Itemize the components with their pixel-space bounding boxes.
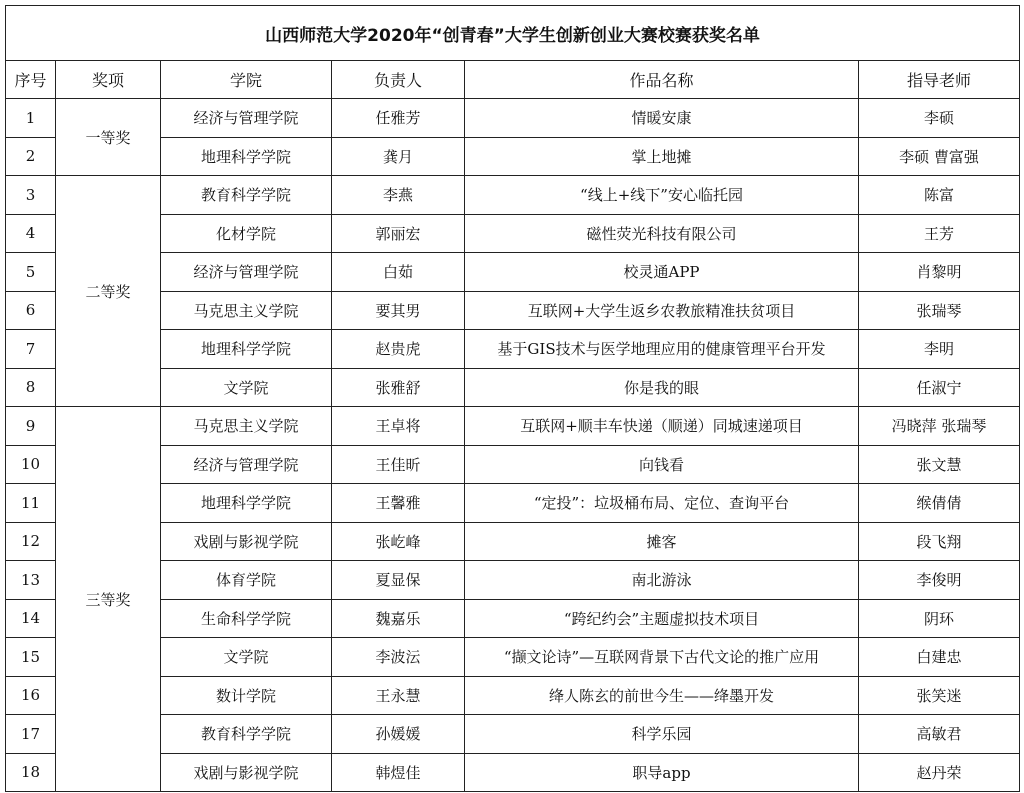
cell-advisor: 段飞翔 (859, 522, 1020, 561)
cell-project: 科学乐园 (465, 715, 859, 754)
cell-index: 4 (6, 214, 56, 253)
cell-index: 15 (6, 638, 56, 677)
header-project: 作品名称 (465, 61, 859, 99)
cell-project: 向钱看 (465, 445, 859, 484)
cell-project: 职导app (465, 753, 859, 792)
cell-index: 12 (6, 522, 56, 561)
header-award: 奖项 (56, 61, 161, 99)
cell-advisor: 李俊明 (859, 561, 1020, 600)
cell-index: 18 (6, 753, 56, 792)
award-list-sheet (5, 5, 1019, 792)
cell-leader: 王佳昕 (332, 445, 465, 484)
table-row (6, 99, 1020, 138)
cell-advisor: 张文慧 (859, 445, 1020, 484)
cell-college: 文学院 (161, 368, 332, 407)
table-row (6, 176, 1020, 215)
header-advisor: 指导老师 (859, 61, 1020, 99)
cell-leader: 孙媛媛 (332, 715, 465, 754)
cell-project: 基于GIS技术与医学地理应用的健康管理平台开发 (465, 330, 859, 369)
header-index: 序号 (6, 61, 56, 99)
cell-advisor: 李明 (859, 330, 1020, 369)
cell-college: 马克思主义学院 (161, 291, 332, 330)
cell-project: 摊客 (465, 522, 859, 561)
cell-college: 地理科学学院 (161, 484, 332, 523)
cell-index: 8 (6, 368, 56, 407)
cell-index: 17 (6, 715, 56, 754)
page-title: 山西师范大学2020年“创青春”大学生创新创业大赛校赛获奖名单 (6, 6, 1020, 61)
cell-leader: 张屹峰 (332, 522, 465, 561)
cell-advisor: 李硕 曹富强 (859, 137, 1020, 176)
cell-leader: 赵贵虎 (332, 330, 465, 369)
cell-project: 互联网+顺丰车快递（顺递）同城速递项目 (465, 407, 859, 446)
cell-college: 经济与管理学院 (161, 253, 332, 292)
cell-leader: 王卓将 (332, 407, 465, 446)
cell-index: 7 (6, 330, 56, 369)
cell-leader: 张雅舒 (332, 368, 465, 407)
cell-project: “线上+线下”安心临托园 (465, 176, 859, 215)
cell-advisor: 缑倩倩 (859, 484, 1020, 523)
cell-leader: 李波沄 (332, 638, 465, 677)
header-leader: 负责人 (332, 61, 465, 99)
header-college: 学院 (161, 61, 332, 99)
cell-leader: 要其男 (332, 291, 465, 330)
cell-advisor: 王芳 (859, 214, 1020, 253)
cell-project: 掌上地摊 (465, 137, 859, 176)
cell-college: 化材学院 (161, 214, 332, 253)
cell-advisor: 张笑迷 (859, 676, 1020, 715)
cell-index: 11 (6, 484, 56, 523)
cell-advisor: 冯晓萍 张瑞琴 (859, 407, 1020, 446)
cell-college: 戏剧与影视学院 (161, 753, 332, 792)
cell-college: 地理科学学院 (161, 137, 332, 176)
cell-advisor: 阴环 (859, 599, 1020, 638)
cell-project: 你是我的眼 (465, 368, 859, 407)
cell-index: 1 (6, 99, 56, 138)
cell-index: 6 (6, 291, 56, 330)
cell-college: 生命科学学院 (161, 599, 332, 638)
award-table (5, 5, 1020, 792)
cell-college: 数计学院 (161, 676, 332, 715)
cell-project: “定投”：垃圾桶布局、定位、查询平台 (465, 484, 859, 523)
cell-leader: 龚月 (332, 137, 465, 176)
cell-advisor: 陈富 (859, 176, 1020, 215)
cell-project: 绛人陈玄的前世今生——绛墨开发 (465, 676, 859, 715)
cell-project: 校灵通APP (465, 253, 859, 292)
cell-project: 情暖安康 (465, 99, 859, 138)
cell-leader: 夏显保 (332, 561, 465, 600)
cell-advisor: 赵丹荣 (859, 753, 1020, 792)
table-row (6, 407, 1020, 446)
cell-college: 地理科学学院 (161, 330, 332, 369)
cell-award: 三等奖 (56, 407, 161, 792)
cell-index: 3 (6, 176, 56, 215)
cell-college: 经济与管理学院 (161, 99, 332, 138)
cell-leader: 魏嘉乐 (332, 599, 465, 638)
cell-index: 9 (6, 407, 56, 446)
cell-leader: 李燕 (332, 176, 465, 215)
cell-project: 互联网+大学生返乡农教旅精准扶贫项目 (465, 291, 859, 330)
cell-leader: 郭丽宏 (332, 214, 465, 253)
header-row (6, 61, 1020, 99)
cell-advisor: 白建忠 (859, 638, 1020, 677)
cell-index: 2 (6, 137, 56, 176)
title-row (6, 6, 1020, 61)
cell-advisor: 任淑宁 (859, 368, 1020, 407)
cell-index: 16 (6, 676, 56, 715)
cell-project: 磁性荧光科技有限公司 (465, 214, 859, 253)
cell-college: 文学院 (161, 638, 332, 677)
cell-college: 教育科学学院 (161, 176, 332, 215)
cell-project: “跨纪约会”主题虚拟技术项目 (465, 599, 859, 638)
cell-advisor: 肖黎明 (859, 253, 1020, 292)
cell-advisor: 张瑞琴 (859, 291, 1020, 330)
cell-college: 戏剧与影视学院 (161, 522, 332, 561)
cell-advisor: 高敏君 (859, 715, 1020, 754)
cell-leader: 白茹 (332, 253, 465, 292)
cell-project: “撷文论诗”—互联网背景下古代文论的推广应用 (465, 638, 859, 677)
cell-index: 5 (6, 253, 56, 292)
cell-index: 13 (6, 561, 56, 600)
cell-index: 14 (6, 599, 56, 638)
cell-college: 马克思主义学院 (161, 407, 332, 446)
cell-leader: 韩煜佳 (332, 753, 465, 792)
cell-advisor: 李硕 (859, 99, 1020, 138)
cell-leader: 王馨雅 (332, 484, 465, 523)
cell-college: 教育科学学院 (161, 715, 332, 754)
cell-award: 一等奖 (56, 99, 161, 176)
cell-leader: 王永慧 (332, 676, 465, 715)
cell-project: 南北游泳 (465, 561, 859, 600)
cell-award: 二等奖 (56, 176, 161, 407)
cell-college: 体育学院 (161, 561, 332, 600)
cell-college: 经济与管理学院 (161, 445, 332, 484)
cell-index: 10 (6, 445, 56, 484)
table-body (6, 99, 1020, 792)
cell-leader: 任雅芳 (332, 99, 465, 138)
